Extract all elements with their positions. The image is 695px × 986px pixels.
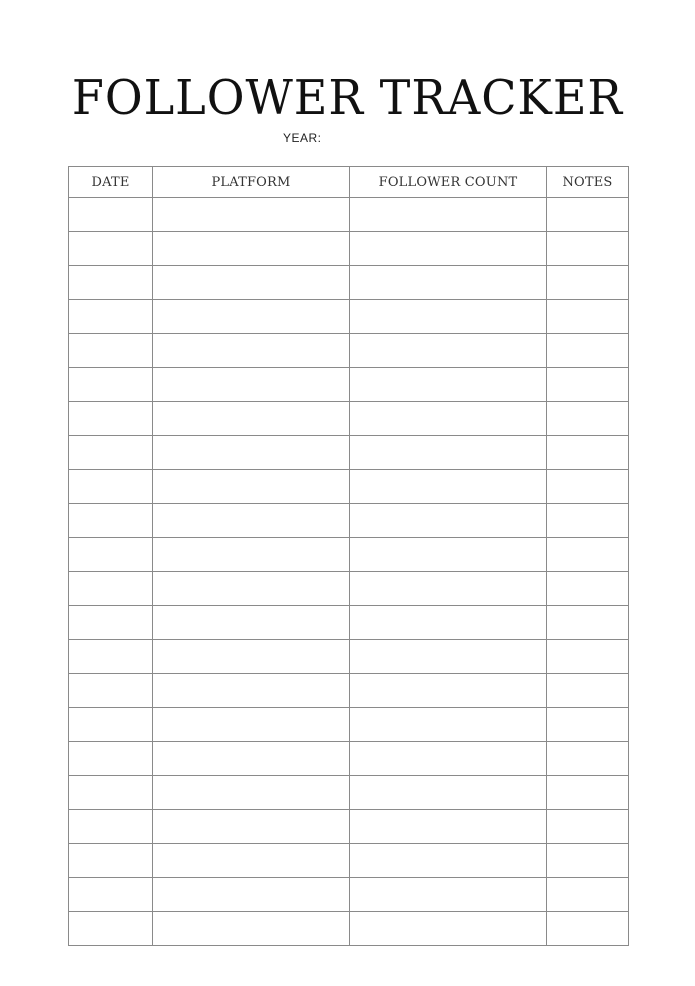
- notes-cell[interactable]: [547, 334, 629, 368]
- follower-count-cell[interactable]: [350, 300, 547, 334]
- date-cell[interactable]: [69, 878, 153, 912]
- column-header-notes: NOTES: [547, 167, 629, 198]
- date-cell[interactable]: [69, 436, 153, 470]
- notes-cell[interactable]: [547, 742, 629, 776]
- platform-cell[interactable]: [153, 844, 350, 878]
- platform-cell[interactable]: [153, 878, 350, 912]
- platform-cell[interactable]: [153, 300, 350, 334]
- notes-cell[interactable]: [547, 640, 629, 674]
- platform-cell[interactable]: [153, 470, 350, 504]
- date-cell[interactable]: [69, 232, 153, 266]
- table-row: [69, 844, 629, 878]
- column-header-platform: PLATFORM: [153, 167, 350, 198]
- column-header-follower-count: FOLLOWER COUNT: [350, 167, 547, 198]
- notes-cell[interactable]: [547, 368, 629, 402]
- column-header-date: DATE: [69, 167, 153, 198]
- notes-cell[interactable]: [547, 504, 629, 538]
- follower-count-cell[interactable]: [350, 844, 547, 878]
- follower-count-cell[interactable]: [350, 266, 547, 300]
- notes-cell[interactable]: [547, 844, 629, 878]
- notes-cell[interactable]: [547, 776, 629, 810]
- table-row: [69, 572, 629, 606]
- table-body: [69, 198, 629, 946]
- table-header-row: [69, 167, 629, 198]
- platform-cell[interactable]: [153, 538, 350, 572]
- platform-cell[interactable]: [153, 436, 350, 470]
- platform-cell[interactable]: [153, 742, 350, 776]
- notes-cell[interactable]: [547, 470, 629, 504]
- year-value[interactable]: [328, 131, 388, 145]
- platform-cell[interactable]: [153, 232, 350, 266]
- platform-cell[interactable]: [153, 776, 350, 810]
- platform-cell[interactable]: [153, 572, 350, 606]
- table-row: [69, 776, 629, 810]
- follower-count-cell[interactable]: [350, 504, 547, 538]
- follower-count-cell[interactable]: [350, 232, 547, 266]
- follower-count-cell[interactable]: [350, 878, 547, 912]
- table-row: [69, 334, 629, 368]
- platform-cell[interactable]: [153, 640, 350, 674]
- table-row: [69, 402, 629, 436]
- table-row: [69, 606, 629, 640]
- follower-count-cell[interactable]: [350, 402, 547, 436]
- date-cell[interactable]: [69, 776, 153, 810]
- table-row: [69, 232, 629, 266]
- table-row: [69, 878, 629, 912]
- date-cell[interactable]: [69, 708, 153, 742]
- follower-count-cell[interactable]: [350, 674, 547, 708]
- notes-cell[interactable]: [547, 810, 629, 844]
- follower-count-cell[interactable]: [350, 334, 547, 368]
- date-cell[interactable]: [69, 742, 153, 776]
- platform-cell[interactable]: [153, 368, 350, 402]
- date-cell[interactable]: [69, 266, 153, 300]
- platform-cell[interactable]: [153, 912, 350, 946]
- notes-cell[interactable]: [547, 300, 629, 334]
- follower-count-cell[interactable]: [350, 538, 547, 572]
- date-cell[interactable]: [69, 572, 153, 606]
- table-row: [69, 674, 629, 708]
- follower-count-cell[interactable]: [350, 640, 547, 674]
- notes-cell[interactable]: [547, 198, 629, 232]
- table-row: [69, 708, 629, 742]
- platform-cell[interactable]: [153, 402, 350, 436]
- table-row: [69, 640, 629, 674]
- follower-count-cell[interactable]: [350, 470, 547, 504]
- follower-tracker-table: [68, 166, 629, 946]
- table-row: [69, 742, 629, 776]
- date-cell[interactable]: [69, 368, 153, 402]
- platform-cell[interactable]: [153, 708, 350, 742]
- follower-count-cell[interactable]: [350, 572, 547, 606]
- notes-cell[interactable]: [547, 436, 629, 470]
- date-cell[interactable]: [69, 810, 153, 844]
- follower-count-cell[interactable]: [350, 606, 547, 640]
- date-cell[interactable]: [69, 334, 153, 368]
- notes-cell[interactable]: [547, 572, 629, 606]
- date-cell[interactable]: [69, 504, 153, 538]
- notes-cell[interactable]: [547, 674, 629, 708]
- follower-count-cell[interactable]: [350, 198, 547, 232]
- table-row: [69, 504, 629, 538]
- table-row: [69, 470, 629, 504]
- follower-count-cell[interactable]: [350, 810, 547, 844]
- year-label: YEAR:: [283, 131, 322, 145]
- table-row: [69, 368, 629, 402]
- platform-cell[interactable]: [153, 674, 350, 708]
- notes-cell[interactable]: [547, 878, 629, 912]
- follower-count-cell[interactable]: [350, 436, 547, 470]
- platform-cell[interactable]: [153, 198, 350, 232]
- follower-count-cell[interactable]: [350, 776, 547, 810]
- platform-cell[interactable]: [153, 334, 350, 368]
- platform-cell[interactable]: [153, 810, 350, 844]
- page-title: FOLLOWER TRACKER: [71, 70, 624, 126]
- date-cell[interactable]: [69, 912, 153, 946]
- notes-cell[interactable]: [547, 912, 629, 946]
- date-cell[interactable]: [69, 402, 153, 436]
- follower-count-cell[interactable]: [350, 912, 547, 946]
- notes-cell[interactable]: [547, 538, 629, 572]
- table-row: [69, 266, 629, 300]
- date-cell[interactable]: [69, 470, 153, 504]
- table-row: [69, 198, 629, 232]
- notes-cell[interactable]: [547, 402, 629, 436]
- table-row: [69, 912, 629, 946]
- date-cell[interactable]: [69, 198, 153, 232]
- date-cell[interactable]: [69, 606, 153, 640]
- date-cell[interactable]: [69, 844, 153, 878]
- table-row: [69, 436, 629, 470]
- table-row: [69, 300, 629, 334]
- date-cell[interactable]: [69, 674, 153, 708]
- table-row: [69, 810, 629, 844]
- platform-cell[interactable]: [153, 504, 350, 538]
- notes-cell[interactable]: [547, 232, 629, 266]
- notes-cell[interactable]: [547, 606, 629, 640]
- platform-cell[interactable]: [153, 606, 350, 640]
- follower-count-cell[interactable]: [350, 708, 547, 742]
- date-cell[interactable]: [69, 300, 153, 334]
- follower-count-cell[interactable]: [350, 742, 547, 776]
- notes-cell[interactable]: [547, 708, 629, 742]
- date-cell[interactable]: [69, 538, 153, 572]
- year-field: [283, 131, 388, 145]
- table-row: [69, 538, 629, 572]
- notes-cell[interactable]: [547, 266, 629, 300]
- follower-count-cell[interactable]: [350, 368, 547, 402]
- date-cell[interactable]: [69, 640, 153, 674]
- platform-cell[interactable]: [153, 266, 350, 300]
